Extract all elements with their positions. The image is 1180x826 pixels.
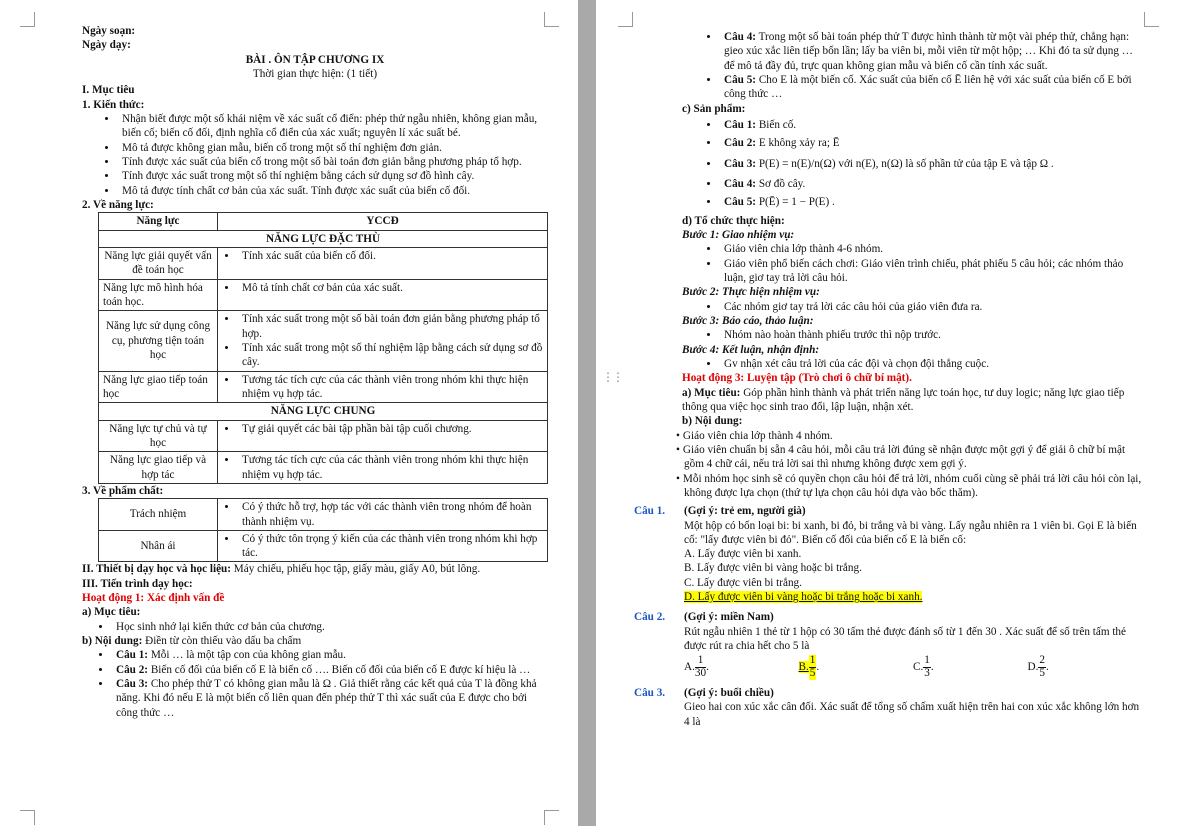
hd3-muc-tieu xyxy=(682,386,1142,415)
list-item xyxy=(720,195,1142,209)
table-cell: Năng lực sử dụng công cụ, phương tiện toán học xyxy=(99,311,218,371)
question-1 xyxy=(634,504,1142,604)
cau-label: Câu 2: xyxy=(724,137,757,150)
list-item: • Tự giải quyết các bài tập phần bài tập cuối chương. xyxy=(238,422,543,436)
list-item: • Nhóm nào hoàn thành phiếu trước thì nộp trước. xyxy=(720,328,1142,342)
list-item xyxy=(720,30,1142,73)
cau-label: Câu 5: xyxy=(724,73,757,86)
list-item: • Tương tác tích cực của các thành viên trong nhóm khi thực hiện nhiệm vụ hợp tác. xyxy=(238,373,543,402)
hd3-noi-dung: b) Nội dung: xyxy=(682,415,743,428)
muc-tieu-text: Góp phần hình thành và phát triển năng lực toán học, tư duy logic; năng lực giao tiếp thông qua việc học sinh trao đổi, lập luận, nhận xét. xyxy=(682,386,1125,413)
question-text: Gieo hai con xúc xắc cân đối. Xác suất để tổng số chấm xuất hiện trên hai con xúc xắc không lớn hơn 4 là xyxy=(684,701,1140,728)
answer-option[interactable]: C. Lấy được viên bi trắng. xyxy=(684,576,802,589)
numerator: 1 xyxy=(695,655,706,668)
question-text: Một hộp có bốn loại bi: bi xanh, bi đỏ, bi trắng và bi vàng. Lấy ngẫu nhiên ra 1 viên bi. Gọi E là biến cố: "lấy được viên bi đỏ". Biến cố đối của biến cố E là biến cố: xyxy=(684,519,1137,546)
buoc-1: Bước 1: Giao nhiệm vụ: xyxy=(682,228,795,241)
table-cell: Năng lực giải quyết vấn đề toán học xyxy=(99,247,218,279)
buoc-2-list xyxy=(682,300,1142,314)
cau-label: Câu 4: xyxy=(724,177,757,190)
option-letter: C. xyxy=(913,661,924,674)
numerator: 2 xyxy=(1039,654,1045,667)
question-number: Câu 1. xyxy=(634,505,666,518)
cau-label: Câu 1: xyxy=(116,649,149,662)
section-tien-trinh: III. Tiến trình dạy học: xyxy=(82,577,193,590)
list-item: • Giáo viên chuẩn bị sẵn 4 câu hỏi, mỗi câu trả lời đúng sẽ nhận được một gợi ý để giải ô chữ bí mật gồm 4 chữ cái, nếu trả lời sai thì nhưng không được xem gợi ý. xyxy=(674,443,1142,472)
table-group-header: NĂNG LỰC CHUNG xyxy=(99,403,548,420)
cau-text: Cho E là một biến cố. Xác suất của biến cố Ē liên hệ với xác suất của biến cố E bởi công thức … xyxy=(724,73,1132,101)
table-header-row xyxy=(99,213,548,230)
list-item: • Tính được xác suất trong một số thí nghiệm bằng cách sử dụng sơ đồ hình cây. xyxy=(118,169,548,183)
ngay-soan: Ngày soạn: xyxy=(82,25,136,37)
denominator: 5 xyxy=(1039,667,1045,680)
fraction xyxy=(1038,655,1046,680)
question-number: Câu 3. xyxy=(634,686,666,699)
list-item: • Mô tả tính chất cơ bản của xác suất. xyxy=(238,281,543,295)
muc-tieu-label: a) Mục tiêu: xyxy=(682,386,741,399)
option-letter: D. xyxy=(1027,661,1039,674)
fraction xyxy=(695,655,706,680)
document-page-1 xyxy=(0,0,578,826)
list-item: • Tính xác suất trong một số thí nghiệm lập bằng cách sử dụng sơ đồ cây. xyxy=(238,341,543,370)
hoat-dong-3-heading: Hoạt động 3: Luyện tập (Trò chơi ô chữ bí mật). xyxy=(682,372,912,385)
answer-option-correct[interactable]: B. $\frac{1}{5}$ . xyxy=(798,654,820,680)
cau-text: Trong một số bài toán phép thử T được hình thành từ một vài phép thử, chẳng hạn: gieo xúc xắc liên tiếp bốn lần; lấy ba viên bi, mỗi viên từ một hộp; … Khi đó ta sử dụng … để mô tả đầy đủ, trực quan không gian mẫu và biến cố cần tính xác suất. xyxy=(724,31,1133,72)
table-row xyxy=(99,371,548,403)
list-item xyxy=(720,157,1142,171)
table-row xyxy=(99,420,548,452)
hoat-dong-1-heading: Hoạt động 1: Xác định vấn đề xyxy=(82,592,225,605)
hd1-noi-dung xyxy=(82,634,548,648)
list-item: • Có ý thức hỗ trợ, hợp tác với các thành viên trong nhóm để hoàn thành nhiệm vụ. xyxy=(238,500,543,529)
list-item: • Có ý thức tôn trọng ý kiến của các thành viên trong nhóm khi hợp tác. xyxy=(238,532,543,561)
to-chuc-heading: d) Tổ chức thực hiện: xyxy=(682,214,785,227)
section-thiet-bi xyxy=(82,562,548,576)
list-item: • Tính được xác suất của biến cố trong một số bài toán đơn giản bằng phương pháp tổ hợp. xyxy=(118,155,548,169)
thiet-bi-text: Máy chiếu, phiếu học tập, giấy màu, giấy A0, bút lông. xyxy=(230,563,481,576)
buoc-2: Bước 2: Thực hiện nhiệm vụ: xyxy=(682,286,820,299)
cau-text: Biến cố. xyxy=(756,118,797,131)
san-pham-list xyxy=(682,118,1142,210)
table-header: Năng lực xyxy=(99,213,218,230)
section-pham-chat: 3. Về phẩm chất: xyxy=(82,484,164,497)
numerator: 1 xyxy=(809,654,816,667)
list-item xyxy=(720,118,1142,132)
answer-option[interactable]: B. Lấy được viên bi vàng hoặc bi trắng. xyxy=(684,562,862,575)
list-item: • Các nhóm giơ tay trả lời các câu hỏi của giáo viên đưa ra. xyxy=(720,300,1142,314)
answer-option[interactable]: A. $\frac{1}{30}$ . xyxy=(684,654,709,680)
list-item: • Mỗi nhóm học sinh sẽ có quyền chọn câu hỏi để trả lời, nhóm cuối cùng sẽ phải trả lời câu hỏi còn lại, không được lựa chọn (thứ tự lựa chọn câu hỏi dựa vào bốc thăm). xyxy=(674,472,1142,501)
list-item xyxy=(720,136,1142,150)
table-cell: Trách nhiệm xyxy=(99,499,218,531)
cau-text: P(E) = n(E)/n(Ω) với n(E), n(Ω) là số phần tử của tập E và tập Ω . xyxy=(756,157,1054,170)
denominator: 5 xyxy=(809,667,816,680)
answer-option[interactable]: A. Lấy được viên bi xanh. xyxy=(684,548,802,561)
list-item: • Mô tả được không gian mẫu, biến cố trong một số thí nghiệm đơn giản. xyxy=(118,141,548,155)
crop-mark xyxy=(544,810,559,825)
page-1-content[interactable] xyxy=(82,24,548,720)
crop-mark xyxy=(618,12,633,27)
list-item: • Tính xác suất của biến cố đối. xyxy=(238,249,543,263)
list-item xyxy=(720,177,1142,191)
buoc-1-list xyxy=(682,242,1142,285)
list-item: • Học sinh nhớ lại kiến thức cơ bản của chương. xyxy=(112,620,548,634)
buoc-4: Bước 4: Kết luận, nhận định: xyxy=(682,343,820,356)
noi-dung-text: Điền từ còn thiếu vào dấu ba chấm xyxy=(142,635,302,648)
hd3-noi-dung-list xyxy=(674,429,1142,501)
question-text: Rút ngẫu nhiên 1 thẻ từ 1 hộp có 30 tấm thẻ được đánh số từ 1 đến 30 . Xác suất để số trên tấm thẻ được rút ra chia hết cho 5 là xyxy=(684,625,1126,653)
crop-mark xyxy=(1144,12,1159,27)
table-row xyxy=(99,247,548,279)
table-group-header: NĂNG LỰC ĐẶC THÙ xyxy=(99,230,548,247)
page-2-content[interactable] xyxy=(634,30,1142,729)
cau-text: Cho phép thử T có không gian mẫu là Ω . Giả thiết rằng các kết quả của T là đồng khả năng. Khi đó nếu E là một biến cố liên quan đến phép thử T thì xác suất của E được cho bởi công thức … xyxy=(116,678,537,719)
lesson-duration: Thời gian thực hiện: (1 tiết) xyxy=(252,67,378,80)
fraction xyxy=(809,655,817,680)
nang-luc-table xyxy=(98,212,548,484)
table-cell: Nhân ái xyxy=(99,530,218,562)
cau-label: Câu 2: xyxy=(116,663,149,676)
fraction xyxy=(923,655,931,680)
table-row xyxy=(99,530,548,562)
table-cell: Năng lực mô hình hóa toán học. xyxy=(99,279,218,311)
list-item xyxy=(112,663,548,677)
table-row xyxy=(99,499,548,531)
drag-handle-icon[interactable]: ⋮⋮ xyxy=(602,370,622,384)
document-page-2 xyxy=(596,0,1180,826)
list-item: • Nhận biết được một số khái niệm về xác suất cổ điển: phép thử ngẫu nhiên, không gian mẫu, biến cố; biến cố đối, định nghĩa cổ điển của xác xuất; nguyên lí xác suất bé. xyxy=(118,112,548,141)
crop-mark xyxy=(20,810,35,825)
table-row xyxy=(99,452,548,484)
list-item: • Giáo viên chia lớp thành 4-6 nhóm. xyxy=(720,242,1142,256)
question-number: Câu 2. xyxy=(634,611,666,624)
question-hint: (Gợi ý: miền Nam) xyxy=(684,611,774,624)
cau-text: Sơ đồ cây. xyxy=(756,177,806,190)
lesson-title: BÀI . ÔN TẬP CHƯƠNG IX xyxy=(245,53,385,66)
table-header: YCCĐ xyxy=(218,213,548,230)
buoc-3: Bước 3: Báo cáo, thảo luận: xyxy=(682,314,814,327)
list-item xyxy=(720,73,1142,102)
question-3 xyxy=(634,686,1142,729)
list-item: • Tính xác suất trong một số bài toán đơn giản bằng phương pháp tổ hợp. xyxy=(238,312,543,341)
question-2 xyxy=(634,610,1142,679)
pham-chat-table xyxy=(98,498,548,562)
list-item xyxy=(112,677,548,720)
kien-thuc-list xyxy=(82,112,548,198)
cau-label: Câu 4: xyxy=(724,31,757,43)
cau-text: Mỗi … là một tập con của không gian mẫu. xyxy=(148,649,346,662)
cau-text: P(Ē) = 1 − P(E) . xyxy=(756,196,835,209)
cau-label: Câu 1: xyxy=(724,118,757,131)
table-row xyxy=(99,279,548,311)
list-item: • Giáo viên phổ biến cách chơi: Giáo viên trình chiếu, phát phiếu 5 câu hỏi; các nhóm thảo luận, giơ tay trả lời câu hỏi. xyxy=(720,257,1142,286)
hd1-muc-tieu: a) Mục tiêu: xyxy=(82,606,141,619)
ngay-day: Ngày dạy: xyxy=(82,39,131,52)
answer-options xyxy=(684,655,1142,680)
cau-label: Câu 3: xyxy=(116,678,149,691)
list-item xyxy=(112,648,548,662)
thiet-bi-label: II. Thiết bị dạy học và học liệu: xyxy=(82,563,231,576)
table-cell: Năng lực tự chủ và tự học xyxy=(99,420,218,452)
buoc-4-list xyxy=(682,357,1142,371)
numerator: 1 xyxy=(924,654,930,667)
answer-option[interactable]: D. $\frac{2}{5}$ . xyxy=(1027,654,1049,680)
list-item: • Giáo viên chia lớp thành 4 nhóm. xyxy=(674,429,1142,443)
cau-label: Câu 5: xyxy=(724,196,757,209)
section-kien-thuc: 1. Kiến thức: xyxy=(82,98,145,111)
table-cell: Năng lực giao tiếp toán học xyxy=(99,371,218,403)
list-item: • Mô tả được tính chất cơ bản của xác suất. Tính được xác suất của biến cố đối. xyxy=(118,184,548,198)
list-item: • Tương tác tích cực của các thành viên trong nhóm khi thực hiện nhiệm vụ hợp tác. xyxy=(238,453,543,482)
section-muc-tieu: I. Mục tiêu xyxy=(82,84,135,97)
highlighted-answer: D. Lấy được viên bi vàng hoặc bi trắng hoặc bi xanh. xyxy=(684,591,923,604)
section-nang-luc: 2. Về năng lực: xyxy=(82,198,154,211)
crop-mark xyxy=(20,12,35,27)
buoc-3-list xyxy=(682,328,1142,342)
answer-option-correct[interactable] xyxy=(684,590,1142,604)
cau-text: Biến cố đối của biến cố E là biến cố …. Biến cố đối của biến cố E được kí hiệu là … xyxy=(148,663,531,676)
question-hint: (Gợi ý: buổi chiều) xyxy=(684,686,774,699)
noi-dung-label: b) Nội dung: xyxy=(82,635,143,648)
option-letter: B. xyxy=(798,661,809,674)
cau-label: Câu 3: xyxy=(724,157,757,170)
table-cell: Năng lực giao tiếp và hợp tác xyxy=(99,452,218,484)
denominator: 30 xyxy=(694,667,707,680)
option-letter: A. xyxy=(684,661,695,674)
cau-4-5-list xyxy=(682,30,1142,102)
question-hint: (Gợi ý: trẻ em, người già) xyxy=(684,505,806,518)
hd1-cau-list xyxy=(82,648,548,720)
denominator: 3 xyxy=(924,667,930,680)
answer-option[interactable]: C. $\frac{1}{3}$ . xyxy=(913,654,934,680)
list-item: • Gv nhận xét câu trả lời của các đội và chọn đội thắng cuộc. xyxy=(720,357,1142,371)
table-row xyxy=(99,311,548,371)
hd1-muc-tieu-list xyxy=(82,620,548,634)
san-pham-heading: c) Sản phẩm: xyxy=(682,102,746,115)
cau-text: E không xảy ra; Ē xyxy=(756,137,840,150)
